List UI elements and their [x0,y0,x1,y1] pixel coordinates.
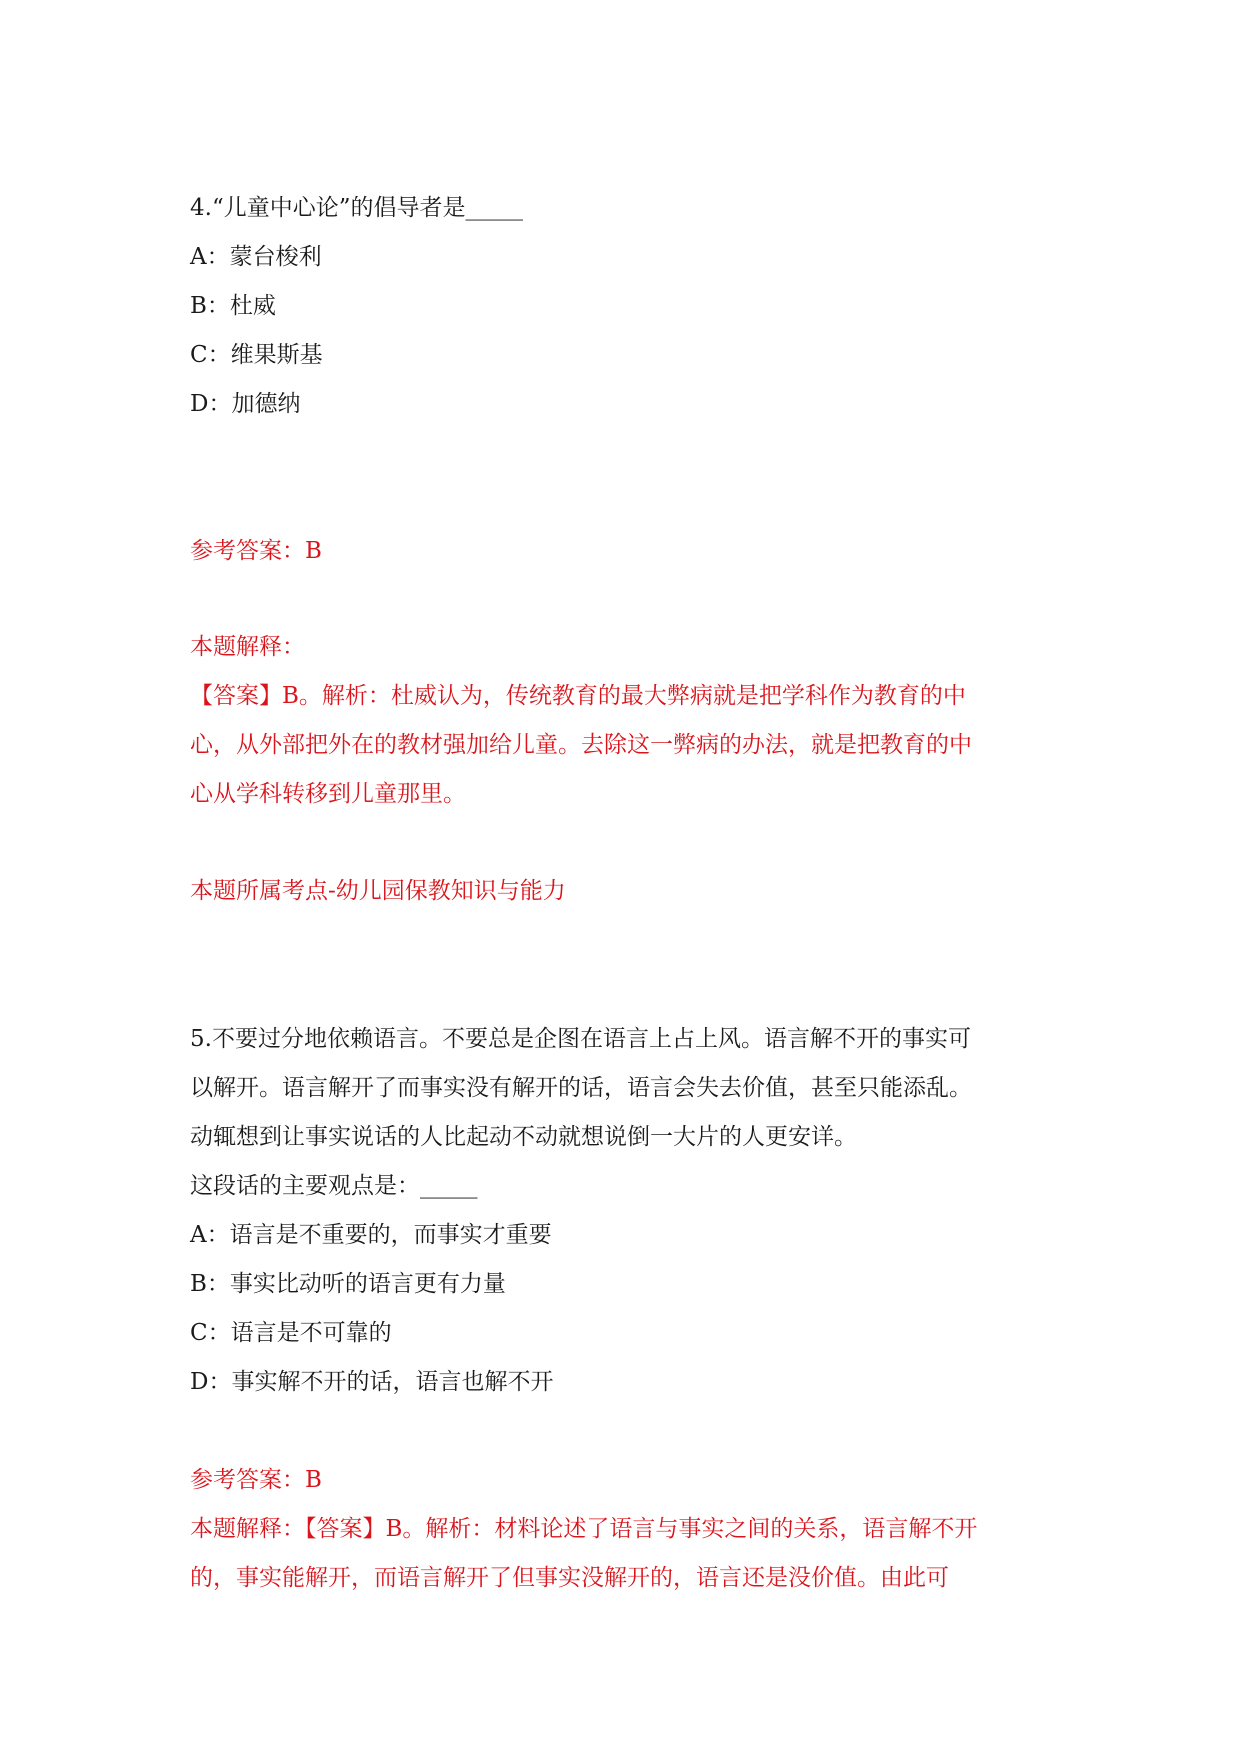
q4-topic: 本题所属考点-幼儿园保教知识与能力 [190,878,566,904]
q5-passage-line-1: 5.不要过分地依赖语言。不要总是企图在语言上占上风。语言解不开的事实可 [190,1026,971,1052]
q4-option-d: D：加德纳 [190,391,301,417]
q5-option-a: A：语言是不重要的，而事实才重要 [190,1222,552,1248]
q5-question: 这段话的主要观点是：_____ [190,1173,478,1199]
q5-passage-line-2: 以解开。语言解开了而事实没有解开的话，语言会失去价值，甚至只能添乱。 [190,1075,972,1101]
q5-explanation-line-2: 的，事实能解开，而语言解开了但事实没解开的，语言还是没价值。由此可 [190,1565,949,1591]
q4-explanation-line-2: 心，从外部把外在的教材强加给儿童。去除这一弊病的办法，就是把教育的中 [190,732,972,758]
q5-explanation-line-1: 本题解释：【答案】B。解析：材料论述了语言与事实之间的关系，语言解不开 [190,1516,978,1542]
q4-option-a: A：蒙台梭利 [190,244,322,270]
q4-option-c: C：维果斯基 [190,342,323,368]
q5-option-b: B：事实比动听的语言更有力量 [190,1271,506,1297]
q4-explanation-line-3: 心从学科转移到儿童那里。 [190,781,466,807]
q4-answer: 参考答案：B [190,538,322,564]
q5-answer: 参考答案：B [190,1467,322,1493]
q5-option-c: C：语言是不可靠的 [190,1320,392,1346]
q4-option-b: B：杜威 [190,293,276,319]
q5-passage-line-3: 动辄想到让事实说话的人比起动不动就想说倒一大片的人更安详。 [190,1124,857,1150]
q4-question: 4.“儿童中心论”的倡导者是_____ [190,195,523,221]
q5-option-d: D：事实解不开的话，语言也解不开 [190,1369,554,1395]
q4-explanation-line-1: 【答案】B。解析：杜威认为，传统教育的最大弊病就是把学科作为教育的中 [190,683,966,709]
q4-explanation-heading: 本题解释： [190,634,305,660]
